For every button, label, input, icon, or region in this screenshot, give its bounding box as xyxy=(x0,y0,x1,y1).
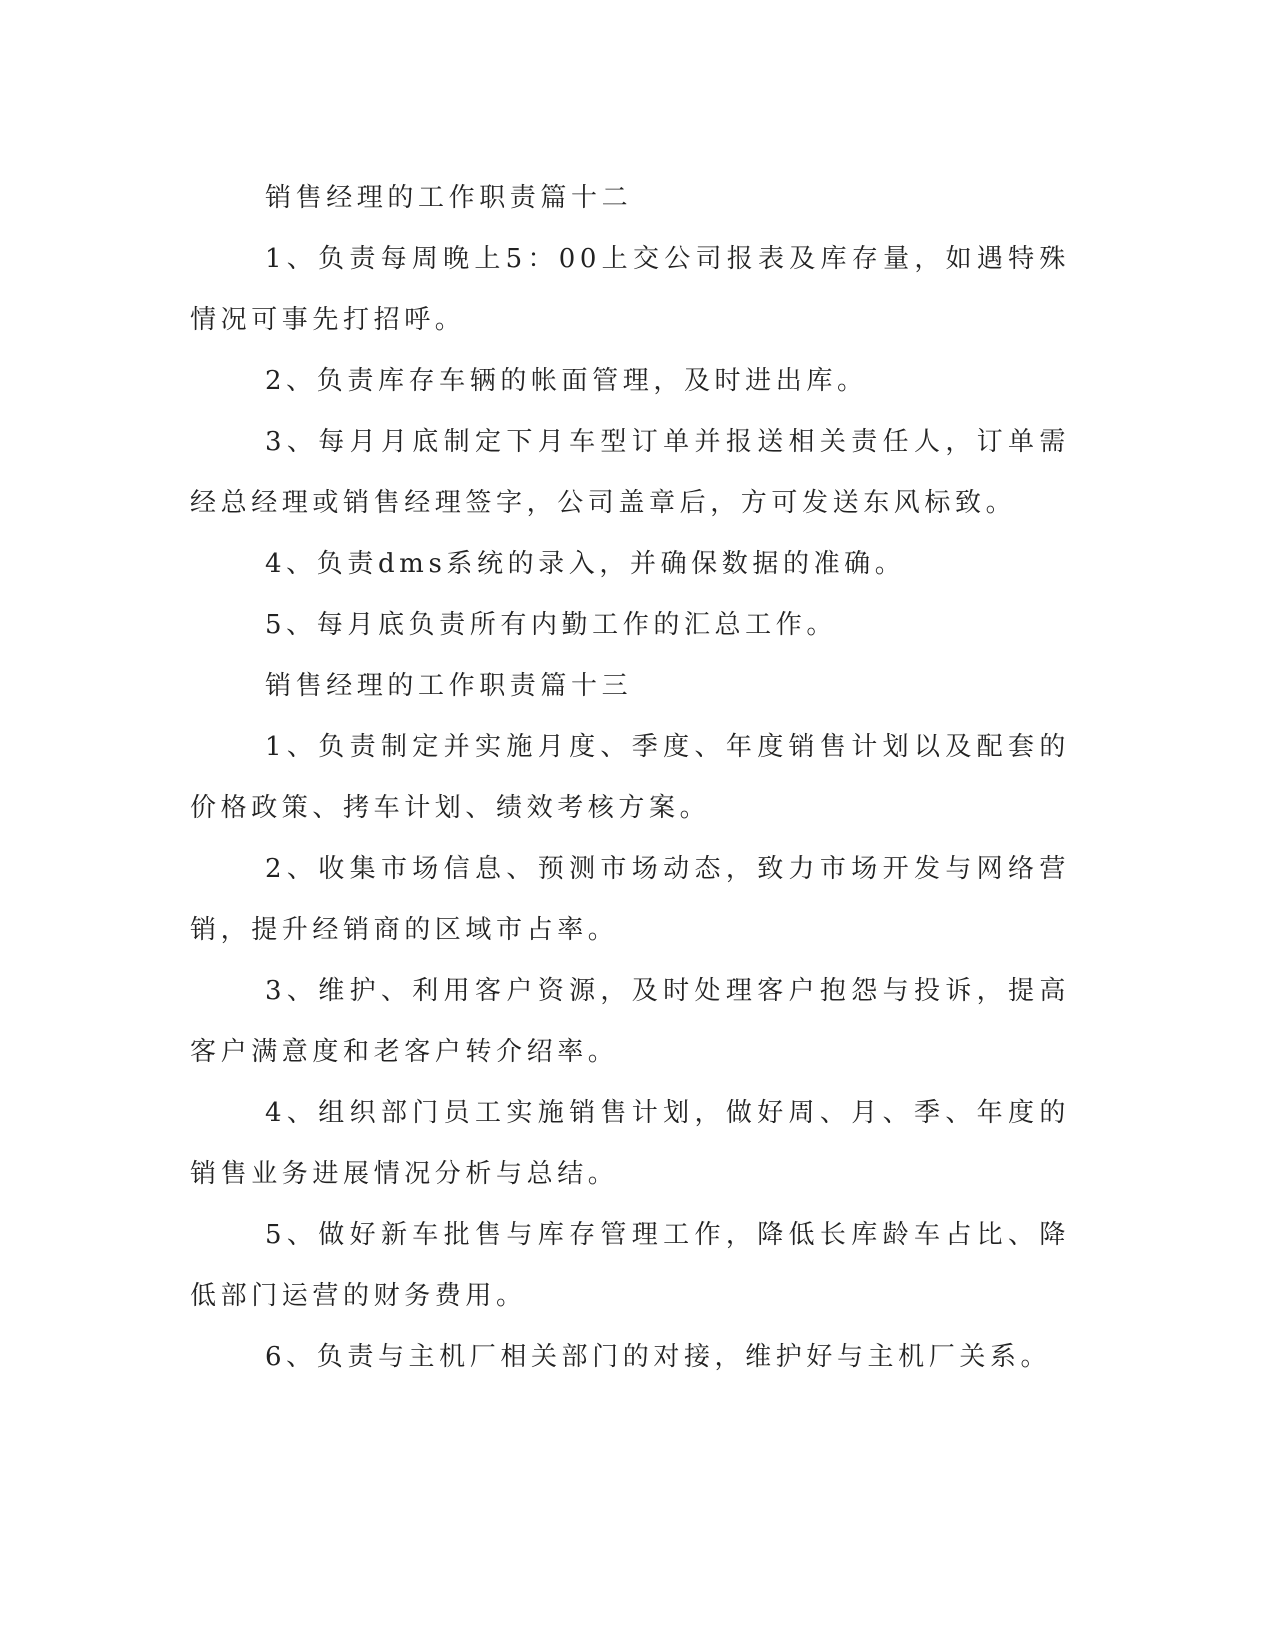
paragraph: 3、维护、利用客户资源，及时处理客户抱怨与投诉，提高客户满意度和老客户转介绍率。 xyxy=(190,976,1070,1067)
paragraph: 5、每月底负责所有内勤工作的汇总工作。 xyxy=(265,610,837,640)
paragraph: 4、组织部门员工实施销售计划，做好周、月、季、年度的销售业务进展情况分析与总结。 xyxy=(190,1098,1070,1189)
section-heading: 销售经理的工作职责篇十二 xyxy=(265,183,633,213)
section-heading: 销售经理的工作职责篇十三 xyxy=(265,671,633,701)
paragraph: 2、收集市场信息、预测市场动态，致力市场开发与网络营销，提升经销商的区域市占率。 xyxy=(190,854,1070,945)
paragraph: 1、负责每周晚上5：00上交公司报表及库存量，如遇特殊情况可事先打招呼。 xyxy=(190,244,1070,335)
paragraph: 2、负责库存车辆的帐面管理，及时进出库。 xyxy=(265,366,868,396)
paragraph: 5、做好新车批售与库存管理工作，降低长库龄车占比、降低部门运营的财务费用。 xyxy=(190,1220,1070,1311)
paragraph: 4、负责dms系统的录入，并确保数据的准确。 xyxy=(265,549,906,579)
paragraph: 3、每月月底制定下月车型订单并报送相关责任人，订单需经总经理或销售经理签字，公司盖章后，方可发送东风标致。 xyxy=(190,427,1070,518)
document-body xyxy=(190,168,1070,1388)
paragraph: 6、负责与主机厂相关部门的对接，维护好与主机厂关系。 xyxy=(265,1342,1052,1372)
paragraph: 1、负责制定并实施月度、季度、年度销售计划以及配套的价格政策、拷车计划、绩效考核方案。 xyxy=(190,732,1070,823)
